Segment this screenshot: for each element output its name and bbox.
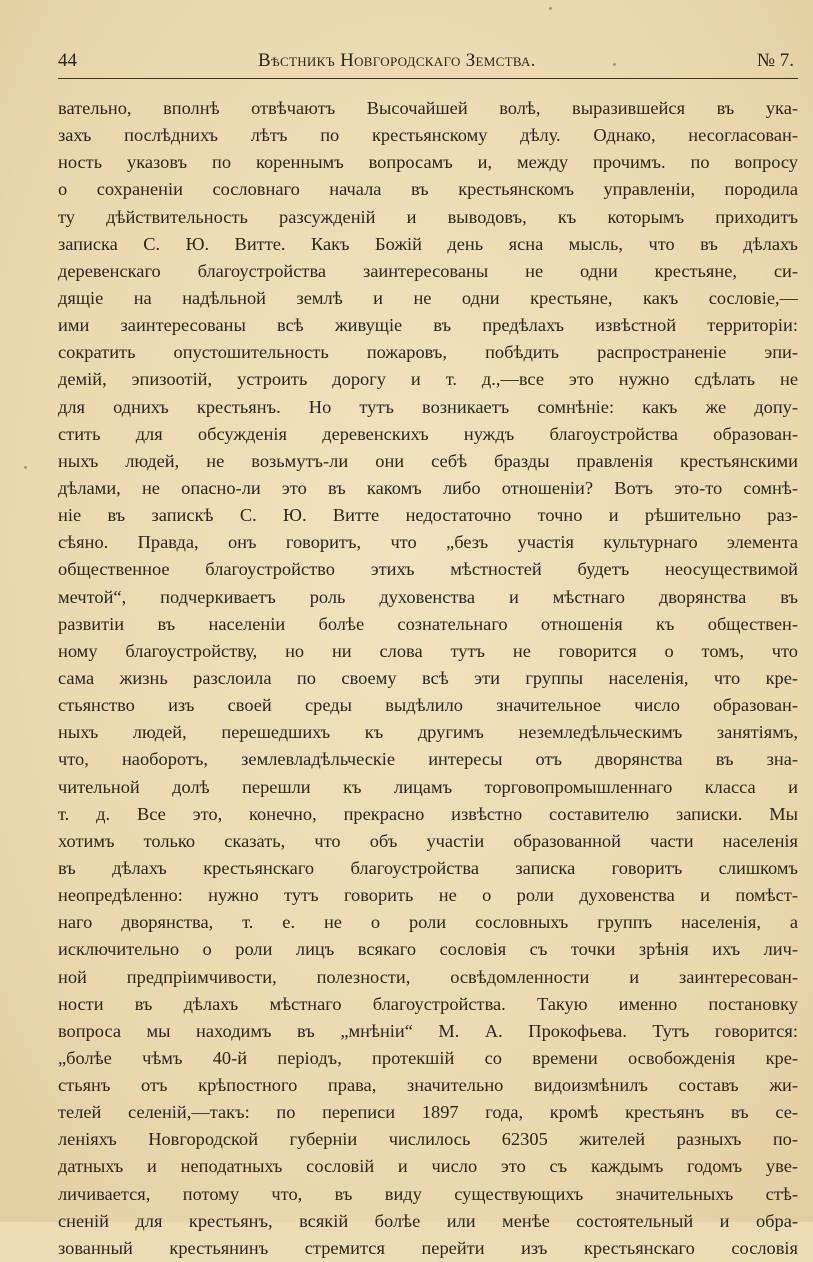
- text-line: ныхъ людей, перешедшихъ къ другимъ неземледѣльческимъ занятіямъ,: [58, 722, 798, 743]
- text-line: ному благоустройству, но ни слова тутъ не говорится о томъ, что: [58, 640, 798, 661]
- text-line: захъ послѣднихъ лѣтъ по крестьянскому дѣлу. Однако, несогласован-: [58, 125, 798, 146]
- text-line: что, наоборотъ, землевладѣльческіе интересы отъ дворянства въ зна-: [58, 749, 798, 770]
- text-line: общественное благоустройство этихъ мѣстностей будетъ неосуществимой: [58, 559, 798, 580]
- text-line: ныхъ людей, не возьмутъ-ли они себѣ бразды правленія крестьянскими: [58, 450, 798, 471]
- text-line: стьянство изъ своей среды выдѣлило значительное число образован-: [58, 695, 798, 716]
- paper-speck: [613, 63, 616, 66]
- text-line: неопредѣленно: нужно тутъ говорить не о роли духовенства и помѣст-: [58, 885, 798, 906]
- text-line: дящіе на надѣльной землѣ и не одни крестьяне, какъ сословіе,—: [58, 287, 798, 308]
- running-title: Вѣстникъ Новгородскаго Земства.: [258, 50, 536, 71]
- text-line: деревенскаго благоустройства заинтересованы не одни крестьяне, си-: [58, 260, 798, 281]
- text-line: вательно, вполнѣ отвѣчаютъ Высочайшей волѣ, выразившейся въ ука-: [58, 98, 798, 118]
- text-line: стьянъ отъ крѣпостного права, значительно видоизмѣнилъ составъ жи-: [58, 1075, 798, 1096]
- text-line: о сохраненіи сословнаго начала въ крестьянскомъ управленіи, породила: [58, 179, 798, 200]
- text-line: вопроса мы находимъ въ „мнѣніи“ М. А. Прокофьева. Тутъ говорится:: [58, 1020, 798, 1041]
- text-line: т. д. Все это, конечно, прекрасно извѣстно составителю записки. Мы: [58, 803, 798, 824]
- text-line: наго дворянства, т. е. не о роли сословныхъ группъ населенія, а: [58, 912, 798, 933]
- text-line: развитіи въ населеніи болѣе сознательнаго отношенія къ обществен-: [58, 613, 798, 634]
- text-line: хотимъ только сказать, что объ участіи образованной части населенія: [58, 830, 798, 851]
- text-line: телей селеній,—такъ: по переписи 1897 года, кромѣ крестьянъ въ се-: [58, 1102, 798, 1123]
- text-line: мечтой“, подчеркиваетъ роль духовенства и мѣстнаго дворянства въ: [58, 586, 798, 607]
- page-header: [58, 50, 798, 78]
- text-line: сама жизнь разслоила по своему всѣ эти группы населенія, что кре-: [58, 667, 798, 688]
- text-line: стить для обсужденія деревенскихъ нуждъ благоустройства образован-: [58, 423, 798, 444]
- text-line: ности въ дѣлахъ мѣстнаго благоустройства. Такую именно постановку: [58, 993, 798, 1014]
- text-line: для однихъ крестьянъ. Но тутъ возникаетъ сомнѣніе: какъ же допу-: [58, 396, 798, 417]
- text-line: демій, эпизоотій, устроить дорогу и т. д.,—все это нужно сдѣлать не: [58, 369, 798, 390]
- text-line: зованный крестьянинъ стремится перейти изъ крестьянскаго сословія: [58, 1237, 798, 1258]
- text-line: сѣяно. Правда, онъ говоритъ, что „безъ участія культурнаго элемента: [58, 532, 798, 553]
- text-line: дѣлами, не опасно-ли это въ какомъ либо отношеніи? Вотъ это-то сомнѣ-: [58, 477, 798, 498]
- text-line: датныхъ и неподатныхъ сословій и число это съ каждымъ годомъ уве-: [58, 1156, 798, 1177]
- text-line: въ дѣлахъ крестьянскаго благоустройства записка говоритъ слишкомъ: [58, 857, 798, 878]
- text-line: ту дѣйствительность разсужденій и выводовъ, къ которымъ приходитъ: [58, 206, 798, 227]
- page-number: 44: [58, 50, 77, 71]
- text-line: ими заинтересованы всѣ живущіе въ предѣлахъ извѣстной территоріи:: [58, 315, 798, 336]
- paper-speck: [24, 466, 27, 469]
- text-line: сократить опустошительность пожаровъ, побѣдить распространеніе эпи-: [58, 342, 798, 363]
- text-line: сненій для крестьянъ, всякій болѣе или менѣе состоятельный и обра-: [58, 1210, 798, 1231]
- text-line: записка С. Ю. Витте. Какъ Божій день ясна мысль, что въ дѣлахъ: [58, 233, 798, 254]
- body-text: [58, 95, 798, 1262]
- text-line: ность указовъ по кореннымъ вопросамъ и, между прочимъ. по вопросу: [58, 152, 798, 173]
- text-line: чительной долѣ перешли къ лицамъ торговопромышленнаго класса и: [58, 776, 798, 797]
- issue-number: № 7.: [756, 50, 794, 71]
- paper-speck: [549, 7, 552, 10]
- header-rule: [58, 78, 798, 79]
- text-line: „болѣе чѣмъ 40-й періодъ, протекшій со времени освобожденія кре-: [58, 1047, 798, 1068]
- text-line: исключительно о роли лицъ всякаго сословія съ точки зрѣнія ихъ лич-: [58, 939, 798, 960]
- text-line: ніе въ запискѣ С. Ю. Витте недостаточно точно и рѣшительно раз-: [58, 505, 798, 526]
- text-line: леніяхъ Новгородской губерніи числилось 62305 жителей разныхъ по-: [58, 1129, 798, 1150]
- text-line: ной предпріимчивости, полезности, освѣдомленности и заинтересован-: [58, 966, 798, 987]
- text-line: личивается, потому что, въ виду существующихъ значительныхъ стѣ-: [58, 1183, 798, 1204]
